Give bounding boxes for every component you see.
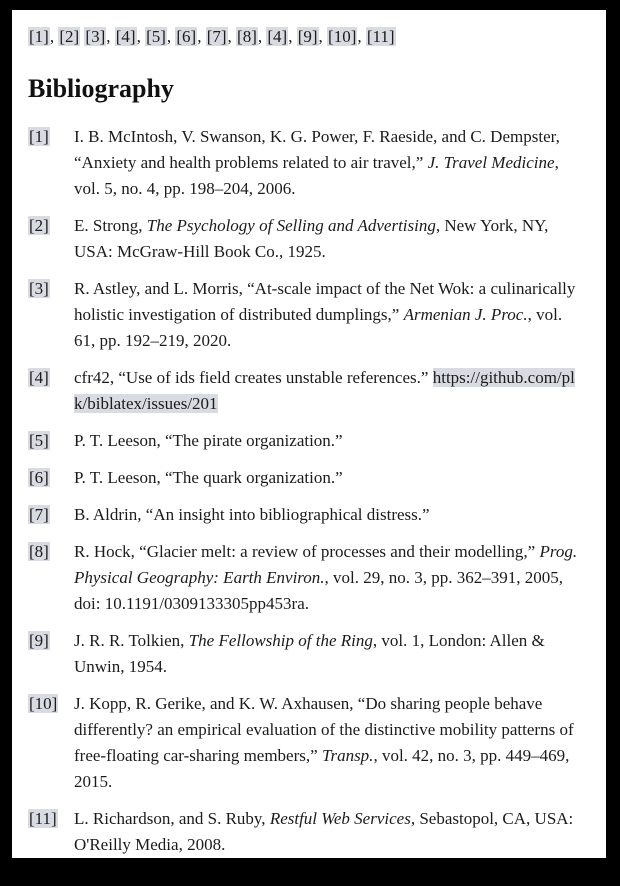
citation-ref[interactable]: [7]: [206, 27, 227, 46]
entry-text: [74, 465, 585, 491]
entry-text: [74, 628, 585, 680]
entry-label-column: [28, 213, 74, 265]
entry-label-column: [28, 276, 74, 354]
entry-text-segment: , vol. 1, London: Allen & Unwin, 1954.: [74, 631, 545, 676]
bibliography-entry: [28, 213, 585, 265]
entry-label-column: [28, 465, 74, 491]
entry-text: [74, 539, 585, 617]
entry-text-segment: R. Astley, and L. Morris, “At-scale impact of the Net Wok: a culinarically holistic investigation of distributed dumplings,”: [74, 279, 576, 324]
entry-label[interactable]: [5]: [29, 431, 49, 450]
page: [12, 10, 606, 858]
entry-label-column: [28, 539, 74, 617]
entry-text-segment: P. T. Leeson, “The pirate organization.”: [74, 431, 343, 450]
entry-label[interactable]: [3]: [29, 279, 49, 298]
entry-label-column: [28, 428, 74, 454]
entry-text-segment: , vol. 61, pp. 192–219, 2020.: [74, 305, 563, 350]
bibliography-entry: [28, 539, 585, 617]
entry-label-column: [28, 365, 74, 417]
entry-title-italic: Armenian J. Proc.: [403, 305, 528, 324]
entry-text: [74, 502, 585, 528]
entry-label-column: [28, 628, 74, 680]
document-screenshot: [0, 10, 620, 886]
citation-ref[interactable]: [5]: [146, 27, 166, 46]
entry-text: [74, 276, 585, 354]
entry-text-segment: R. Hock, “Glacier melt: a review of processes and their modelling,”: [74, 542, 540, 561]
citation-ref[interactable]: [1]: [29, 27, 49, 46]
citation-ref[interactable]: [10]: [328, 27, 357, 46]
entry-title-italic: The Psychology of Selling and Advertising: [146, 216, 436, 235]
entry-label[interactable]: [8]: [29, 542, 49, 561]
citation-separator: ,: [227, 27, 237, 46]
entry-text-segment: , Sebastopol, CA, USA: O'Reilly Media, 2008.: [74, 809, 574, 854]
citation-ref[interactable]: [8]: [237, 27, 257, 46]
citation-separator: ,: [318, 27, 328, 46]
entry-title-italic: Transp.: [321, 746, 374, 765]
entry-text-segment: P. T. Leeson, “The quark organization.”: [74, 468, 343, 487]
entry-text-segment: , vol. 42, no. 3, pp. 449–469, 2015.: [74, 746, 570, 791]
citation-ref[interactable]: [2]: [59, 27, 80, 46]
entry-text-segment: , vol. 29, no. 3, pp. 362–391, 2005, doi: 10.1191/0309133305pp453ra.: [74, 568, 564, 613]
citation-separator: ,: [288, 27, 297, 46]
citation-line: [28, 26, 585, 48]
citation-separator: ,: [357, 27, 366, 46]
entry-label-column: [28, 806, 74, 858]
entry-text: [74, 124, 585, 202]
citation-separator: ,: [166, 27, 176, 46]
bibliography-entry: [28, 691, 585, 795]
citation-separator: ,: [257, 27, 267, 46]
entry-text-segment: , New York, NY, USA: McGraw-Hill Book Co., 1925.: [74, 216, 549, 261]
entry-text-segment: I. B. McIntosh, V. Swanson, K. G. Power, F. Raeside, and C. Dempster, “Anxiety and health problems related to air travel,”: [74, 127, 560, 172]
entry-label[interactable]: [2]: [29, 216, 49, 235]
entry-title-italic: The Fellowship of the Ring: [188, 631, 373, 650]
entry-text: [74, 365, 585, 417]
entry-text: [74, 428, 585, 454]
entry-label[interactable]: [1]: [29, 127, 49, 146]
entry-label[interactable]: [9]: [29, 631, 49, 650]
entry-label[interactable]: [10]: [29, 694, 58, 713]
entry-label[interactable]: [4]: [29, 368, 49, 387]
bibliography-entry: [28, 428, 585, 454]
bibliography-entry: [28, 124, 585, 202]
entry-label[interactable]: [7]: [29, 505, 49, 524]
entry-title-italic: J. Travel Medicine: [427, 153, 555, 172]
entry-label[interactable]: [11]: [29, 809, 57, 828]
citation-separator: ,: [136, 27, 146, 46]
citation-separator: ,: [49, 27, 59, 46]
entry-text-segment: cfr42, “Use of ids field creates unstable references.”: [74, 368, 433, 387]
bibliography-entry: [28, 465, 585, 491]
entry-title-italic: Prog. Physical Geography: Earth Environ.: [74, 542, 578, 587]
entry-text: [74, 691, 585, 795]
entry-label-column: [28, 691, 74, 795]
entry-text-segment: J. R. R. Tolkien,: [74, 631, 189, 650]
citation-separator: ,: [106, 27, 115, 46]
entry-label-column: [28, 124, 74, 202]
page-title: Bibliography: [28, 74, 174, 103]
bibliography-entry: [28, 276, 585, 354]
bibliography-list: [28, 124, 585, 858]
entry-text: [74, 213, 585, 265]
bibliography-entry: [28, 365, 585, 417]
citation-ref[interactable]: [6]: [176, 27, 197, 46]
entry-title-italic: Restful Web Services: [269, 809, 411, 828]
entry-label-column: [28, 502, 74, 528]
bibliography-entry: [28, 628, 585, 680]
citation-ref[interactable]: [11]: [366, 27, 395, 46]
entry-text-segment: J. Kopp, R. Gerike, and K. W. Axhausen, “Do sharing people behave differently? an empirical evaluation of the distinctive mobility patterns of free-floating car-sharing members,”: [74, 694, 574, 765]
citation-ref[interactable]: [3]: [85, 27, 106, 46]
entry-text-segment: B. Aldrin, “An insight into bibliographical distress.”: [74, 505, 430, 524]
entry-text-segment: , vol. 5, no. 4, pp. 198–204, 2006.: [74, 153, 559, 198]
entry-text: [74, 806, 585, 858]
entry-link[interactable]: https://github.com/plk/biblatex/issues/201: [74, 368, 575, 413]
entry-label[interactable]: [6]: [29, 468, 49, 487]
citation-ref[interactable]: [4]: [115, 27, 136, 46]
entry-text-segment: E. Strong,: [74, 216, 147, 235]
entry-text-segment: L. Richardson, and S. Ruby,: [74, 809, 270, 828]
citation-ref[interactable]: [9]: [297, 27, 318, 46]
bibliography-entry: [28, 806, 585, 858]
citation-separator: ,: [197, 27, 206, 46]
bibliography-entry: [28, 502, 585, 528]
citation-ref[interactable]: [4]: [267, 27, 288, 46]
